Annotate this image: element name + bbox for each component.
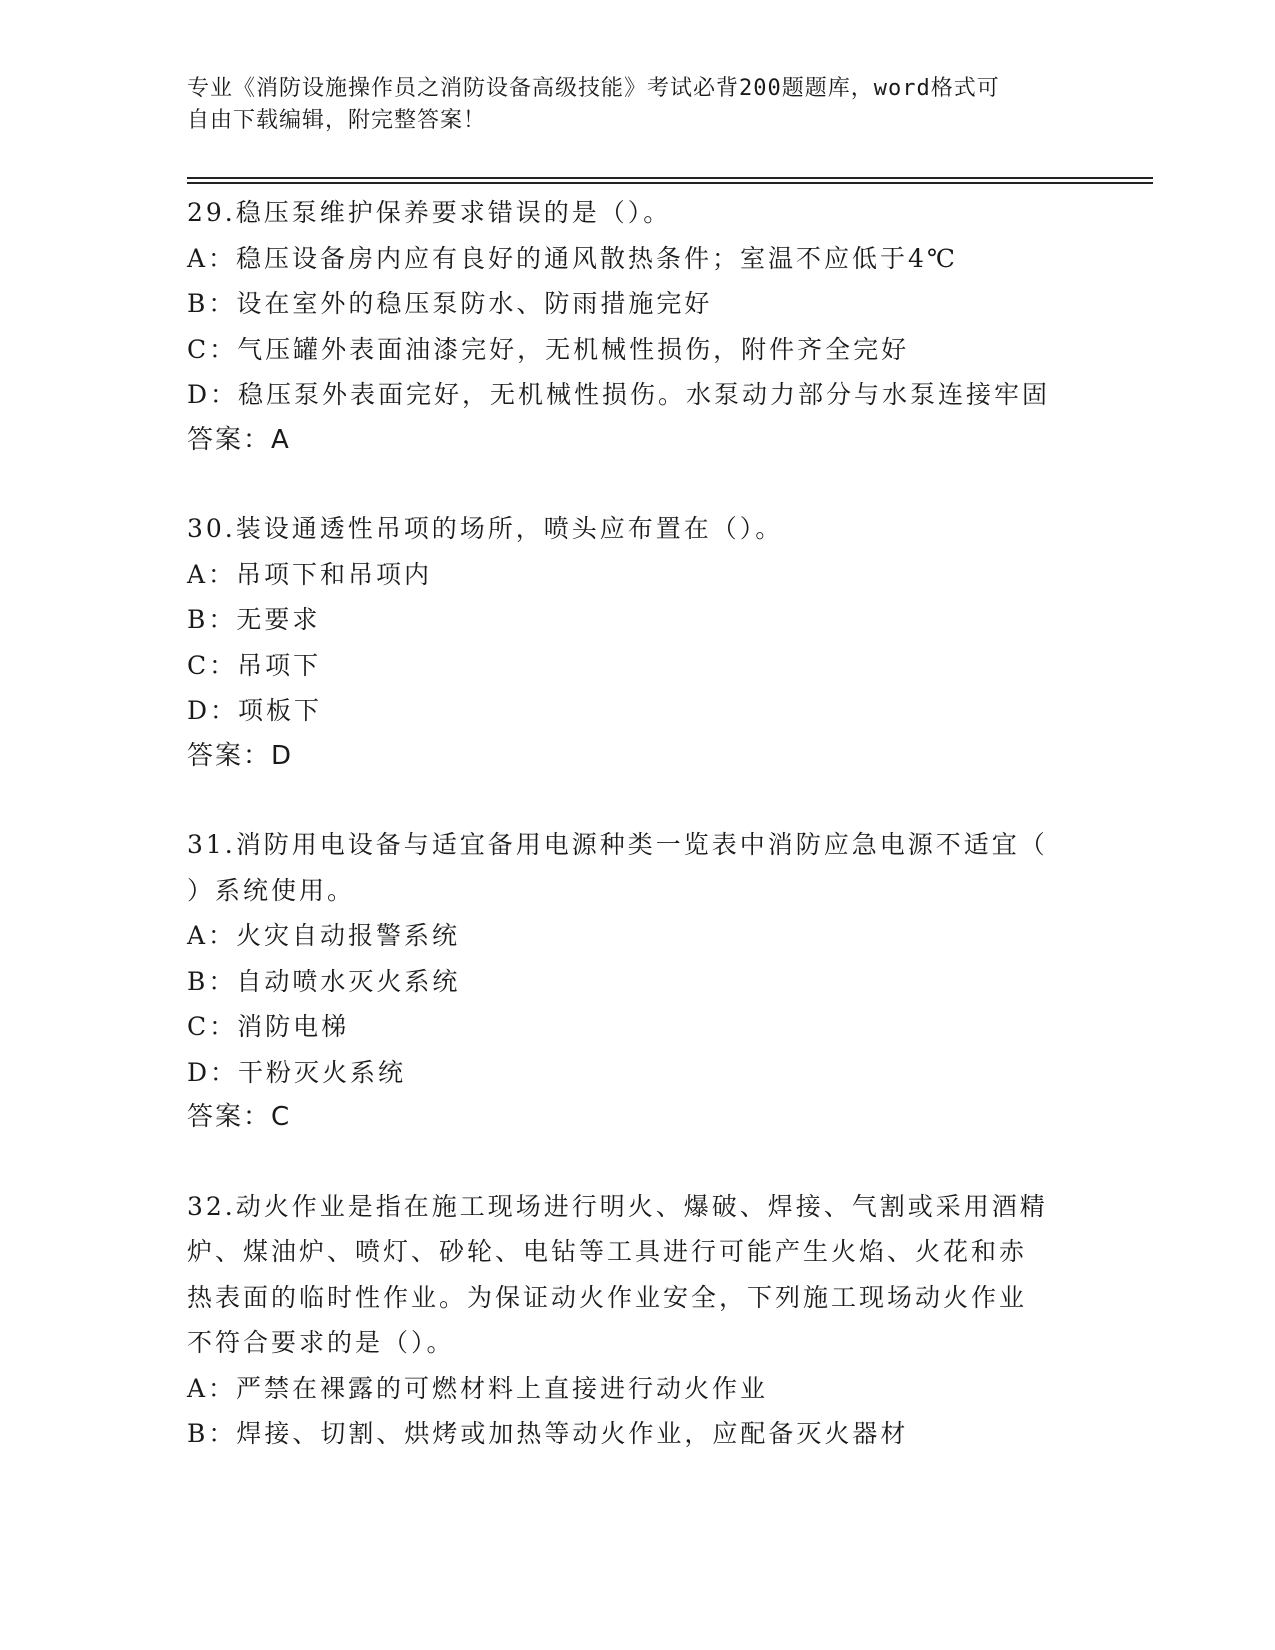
answer-label: 答案：C	[187, 1102, 292, 1132]
question-stem: 29.稳压泵维护保养要求错误的是（）。	[187, 198, 672, 227]
header-line-2: 自由下载编辑，附完整答案！	[187, 108, 487, 133]
question-30	[187, 506, 1067, 779]
answer-label: 答案：A	[187, 424, 291, 455]
option-c: C：消防电梯	[187, 1012, 350, 1041]
question-stem-line-3: 热表面的临时性作业。为保证动火作业安全，下列施工现场动火作业	[187, 1282, 1028, 1312]
option-b: B：设在室外的稳压泵防水、防雨措施完好	[187, 289, 713, 318]
option-b: B：自动喷水灭火系统	[187, 966, 461, 996]
document-header	[187, 73, 1067, 137]
option-c: C：气压罐外表面油漆完好，无机械性损伤，附件齐全完好	[187, 334, 910, 364]
question-stem-line-2: 炉、煤油炉、喷灯、砂轮、电钻等工具进行可能产生火焰、火花和赤	[187, 1237, 1028, 1266]
option-a: A：吊项下和吊项内	[187, 559, 433, 589]
header-divider-top	[187, 177, 1153, 179]
option-d: D：项板下	[187, 696, 323, 725]
option-a: A：火灾自动报警系统	[187, 921, 461, 950]
question-stem-line-1: 31.消防用电设备与适宜备用电源种类一览表中消防应急电源不适宜（	[187, 830, 1048, 859]
option-d: D：干粉灭火系统	[187, 1057, 407, 1087]
question-stem-line-2: ）系统使用。	[187, 875, 356, 905]
question-stem-line-1: 32.动火作业是指在施工现场进行明火、爆破、焊接、气割或采用酒精	[187, 1191, 1048, 1221]
answer-label: 答案：D	[187, 740, 294, 771]
question-list	[187, 190, 1067, 1500]
header-line-1: 专业《消防设施操作员之消防设备高级技能》考试必背200题题库，word格式可	[187, 76, 1000, 101]
option-a: A：稳压设备房内应有良好的通风散热条件；室温不应低于4℃	[187, 243, 958, 273]
question-32	[187, 1184, 1067, 1457]
option-c: C：吊项下	[187, 650, 322, 680]
question-stem: 30.装设通透性吊项的场所，喷头应布置在（）。	[187, 514, 784, 543]
question-29	[187, 190, 1067, 463]
question-stem-line-4: 不符合要求的是（）。	[187, 1328, 455, 1357]
option-a: A：严禁在裸露的可燃材料上直接进行动火作业	[187, 1373, 769, 1403]
option-d: D：稳压泵外表面完好，无机械性损伤。水泵动力部分与水泵连接牢固	[187, 380, 1051, 409]
question-31	[187, 822, 1067, 1141]
header-divider-bottom	[187, 182, 1153, 184]
option-b: B：无要求	[187, 605, 321, 634]
option-b: B：焊接、切割、烘烤或加热等动火作业，应配备灭火器材	[187, 1419, 909, 1448]
